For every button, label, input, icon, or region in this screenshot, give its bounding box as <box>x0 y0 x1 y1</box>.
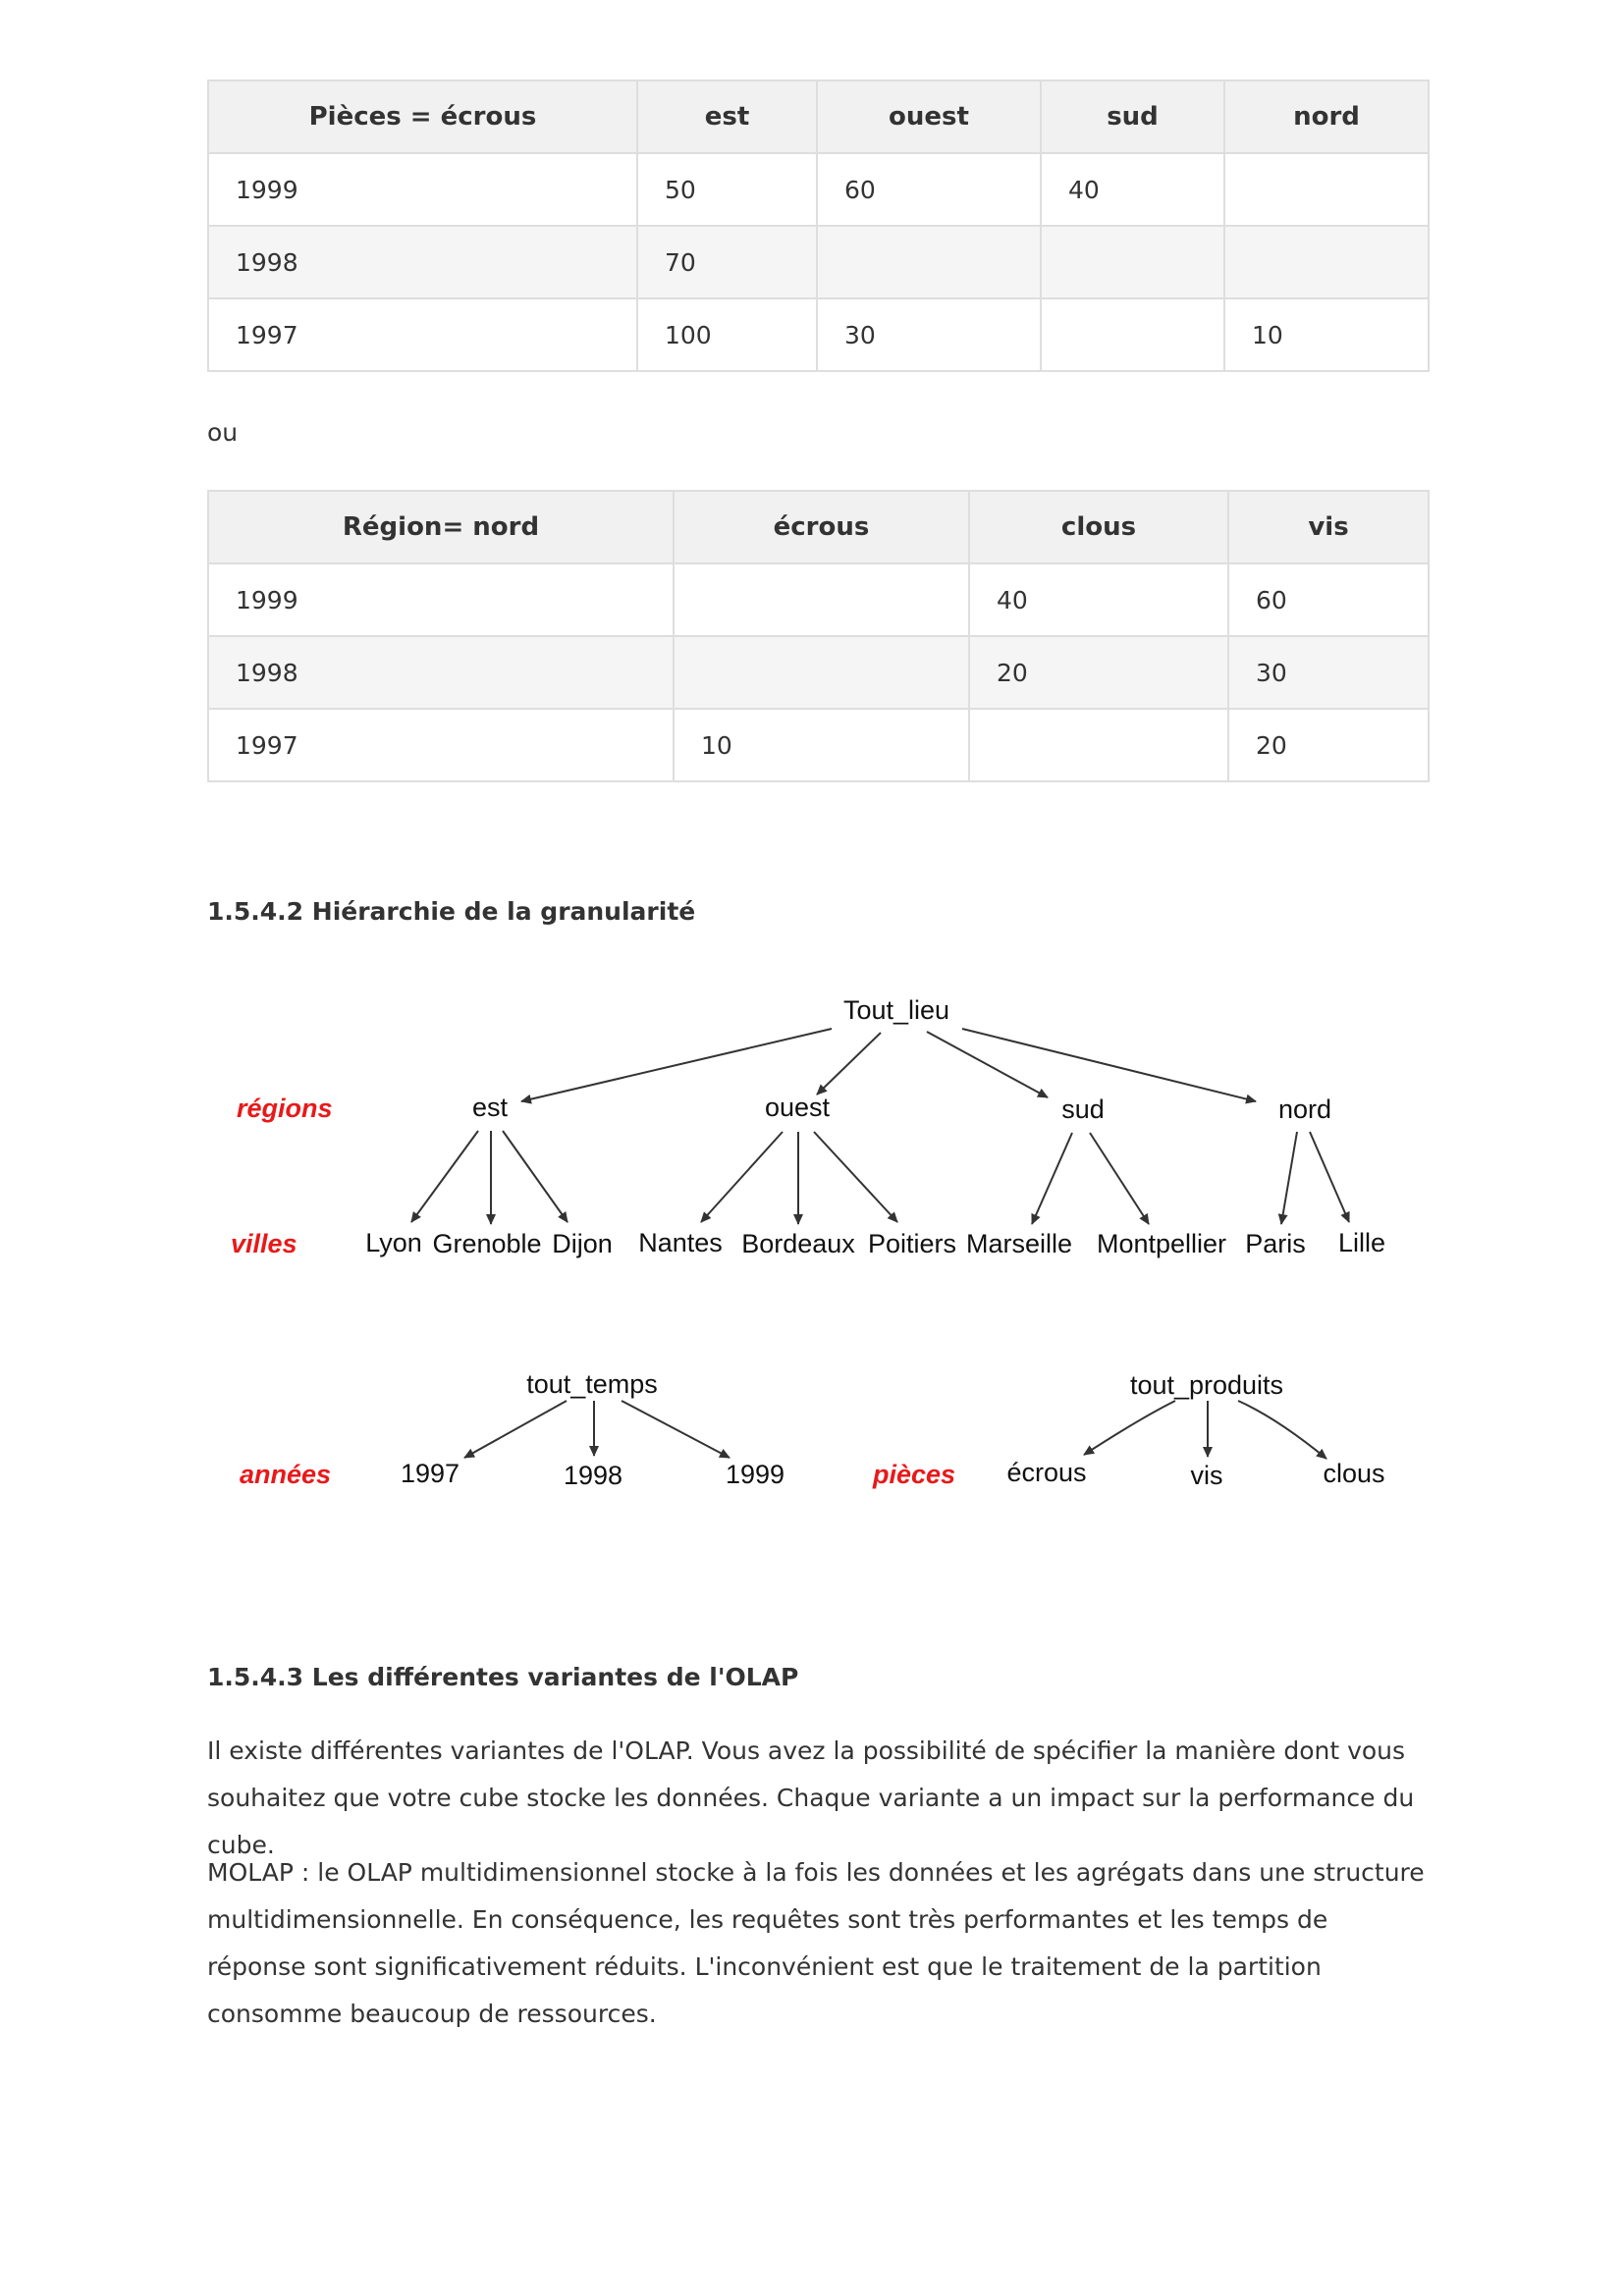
header-cell: nord <box>1224 80 1429 153</box>
edge-arrow <box>503 1131 568 1222</box>
node-ville: Lyon <box>365 1228 422 1257</box>
table-header-row <box>208 491 1429 563</box>
edge-arrow <box>1032 1133 1072 1224</box>
level-label-villes: villes <box>231 1229 298 1258</box>
edge-arrow <box>622 1401 730 1458</box>
edge-arrow <box>521 1029 832 1101</box>
table-cell: 60 <box>1228 563 1429 636</box>
table-pieces-ecrous <box>207 80 1430 372</box>
edge-arrow <box>817 1033 881 1095</box>
header-cell: écrous <box>674 491 969 563</box>
table-cell: 1998 <box>208 226 637 298</box>
node-ville: Dijon <box>552 1229 613 1258</box>
table-cell: 40 <box>1041 153 1224 226</box>
edge-arrow <box>1090 1133 1149 1224</box>
node-tout-temps: tout_temps <box>526 1369 658 1399</box>
table-cell: 100 <box>637 298 817 371</box>
header-cell: vis <box>1228 491 1429 563</box>
table-cell: 60 <box>817 153 1041 226</box>
table-cell: 1997 <box>208 298 637 371</box>
edge-arrow <box>927 1032 1048 1097</box>
table-cell <box>674 636 969 709</box>
node-region: sud <box>1061 1095 1105 1124</box>
node-ville: Grenoble <box>432 1229 542 1258</box>
header-cell: Pièces = écrous <box>208 80 637 153</box>
node-ville: Paris <box>1245 1229 1306 1258</box>
node-piece: vis <box>1190 1461 1223 1490</box>
table-row <box>208 153 1429 226</box>
section-heading-olap: 1.5.4.3 Les différentes variantes de l'OLAP <box>207 1663 799 1691</box>
table-cell: 40 <box>969 563 1228 636</box>
node-piece: écrous <box>1006 1458 1087 1487</box>
table-cell <box>674 563 969 636</box>
header-cell: Région= nord <box>208 491 674 563</box>
granularity-hierarchy-diagram <box>207 987 1428 1536</box>
header-cell: ouest <box>817 80 1041 153</box>
table-cell: 30 <box>817 298 1041 371</box>
table-row <box>208 709 1429 781</box>
edge-arrow <box>1310 1132 1349 1222</box>
table-cell: 1998 <box>208 636 674 709</box>
edge-arrow <box>1281 1132 1297 1224</box>
table-cell: 70 <box>637 226 817 298</box>
table-cell: 1997 <box>208 709 674 781</box>
paragraph: MOLAP : le OLAP multidimensionnel stocke à la fois les données et les agrégats dans une structure multidimensionnelle. En conséquence, les requêtes sont très performantes et les temps de réponse sont significativement réduits. L'inconvénient est que le traitement de la partition consomme beaucoup de ressources. <box>207 1858 1425 2028</box>
node-annee: 1997 <box>400 1459 460 1488</box>
header-cell: est <box>637 80 817 153</box>
edge-arrow <box>701 1132 783 1222</box>
table-row <box>208 563 1429 636</box>
table-header-row <box>208 80 1429 153</box>
table-region-nord <box>207 490 1430 782</box>
paragraph: Il existe différentes variantes de l'OLAP. Vous avez la possibilité de spécifier la manière dont vous souhaitez que votre cube stocke les données. Chaque variante a un impact sur la performance du cube. <box>207 1736 1415 1859</box>
connector-text: ou <box>207 418 239 447</box>
table-cell: 1999 <box>208 153 637 226</box>
node-ville: Poitiers <box>867 1229 957 1258</box>
header-cell: clous <box>969 491 1228 563</box>
edge-arrow <box>464 1401 567 1458</box>
table-cell <box>817 226 1041 298</box>
node-ville: Bordeaux <box>741 1229 855 1258</box>
table-cell: 10 <box>1224 298 1429 371</box>
node-tout-produits: tout_produits <box>1129 1370 1284 1400</box>
node-annee: 1999 <box>725 1460 785 1489</box>
node-annee: 1998 <box>563 1461 623 1490</box>
node-ville: Montpellier <box>1096 1229 1227 1258</box>
table-row <box>208 636 1429 709</box>
table-cell: 20 <box>1228 709 1429 781</box>
edge-arrow <box>411 1131 478 1222</box>
table-row <box>208 298 1429 371</box>
edge-arrow <box>1238 1401 1326 1459</box>
table-cell <box>1041 298 1224 371</box>
table-cell: 10 <box>674 709 969 781</box>
node-region: ouest <box>764 1093 831 1122</box>
level-label-pieces: pièces <box>873 1460 956 1489</box>
node-tout-lieu: Tout_lieu <box>842 995 950 1025</box>
node-ville: Lille <box>1337 1228 1386 1257</box>
node-ville: Marseille <box>965 1229 1073 1258</box>
table-cell <box>1224 226 1429 298</box>
table-cell <box>969 709 1228 781</box>
node-region: nord <box>1277 1095 1332 1124</box>
table-cell: 50 <box>637 153 817 226</box>
edge-arrow <box>814 1132 897 1222</box>
edge-arrow <box>1084 1401 1175 1455</box>
table-cell: 1999 <box>208 563 674 636</box>
table-cell: 20 <box>969 636 1228 709</box>
level-label-regions: régions <box>237 1094 333 1123</box>
node-region: est <box>471 1093 509 1122</box>
table-row <box>208 226 1429 298</box>
table-cell <box>1041 226 1224 298</box>
edge-arrow <box>962 1029 1256 1101</box>
header-cell: sud <box>1041 80 1224 153</box>
node-piece: clous <box>1323 1459 1385 1488</box>
level-label-annees: années <box>240 1460 332 1489</box>
table-cell <box>1224 153 1429 226</box>
table-cell: 30 <box>1228 636 1429 709</box>
section-heading-granularity: 1.5.4.2 Hiérarchie de la granularité <box>207 897 696 926</box>
node-ville: Nantes <box>638 1228 723 1257</box>
